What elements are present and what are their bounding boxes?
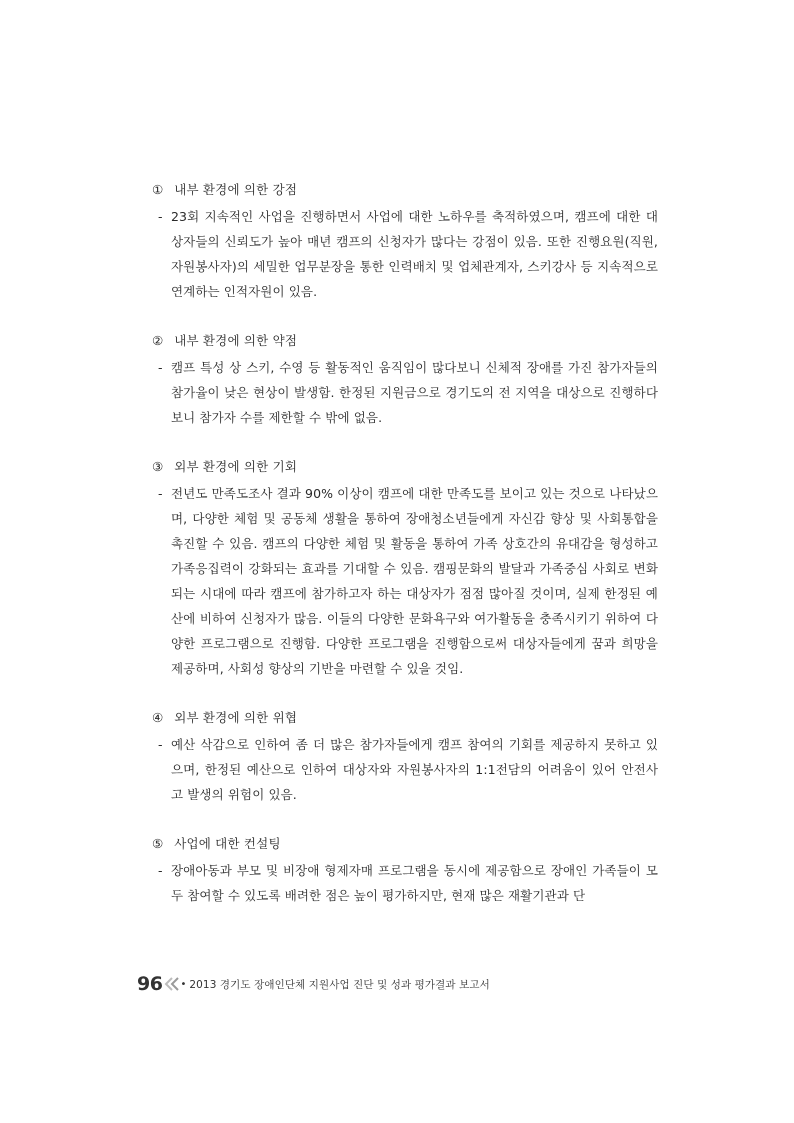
section-title: 외부 환경에 의한 기회 xyxy=(174,459,298,474)
dash-marker: - xyxy=(158,863,163,878)
paragraph-text: 전년도 만족도조사 결과 90% 이상이 캠프에 대한 만족도를 보이고 있는 것으로 나타났으며, 다양한 체험 및 공동체 생활을 통하여 장애청소년들에게 자신감 향상 및 사회통합을 촉진할 수 있음. 캠프의 다양한 체험 및 활동을 통하여 가족 상호간의 유대감을 형성하고 가족응집력이 강화되는 효과를 기대할 수 있음. 캠핑문화의 발달과 가족중심 사회로 변화되는 시대에 따라 캠프에 참가하고자 하는 대상자가 점점 많아질 것이며, 실제 한정된 예산에 비하여 신청자가 많음. 이들의 다양한 문화욕구와 여가활동을 충족시키기 위하여 다양한 프로그램으로 진행함. 다양한 프로그램을 진행함으로써 대상자들에게 꿈과 희망을 제공하며, 사회성 향상의 기반을 마련할 수 있을 것임. xyxy=(171,486,658,676)
double-chevron-left-icon xyxy=(164,976,180,992)
paragraph-text: 예산 삭감으로 인하여 좀 더 많은 참가자들에게 캠프 참여의 기회를 제공하지 못하고 있으며, 한정된 예산으로 인하여 대상자와 자원봉사자의 1:1전담의 어려움이 있어 안전사고 발생의 위험이 있음. xyxy=(171,737,658,802)
dash-marker: - xyxy=(158,209,163,224)
paragraph-text: 장애아동과 부모 및 비장애 형제자매 프로그램을 동시에 제공함으로 장애인 가족들이 모두 참여할 수 있도록 배려한 점은 높이 평가하지만, 현재 많은 재활기관과 단 xyxy=(171,863,658,903)
footer-bullet: • xyxy=(180,978,187,990)
section-title: 내부 환경에 의한 강점 xyxy=(174,182,298,197)
section-number: ④ xyxy=(152,710,164,725)
section-consulting xyxy=(148,834,658,908)
dash-marker: - xyxy=(158,486,163,501)
section-paragraph xyxy=(148,858,658,908)
section-number: ① xyxy=(152,182,164,197)
section-number: ③ xyxy=(152,459,164,474)
dash-marker: - xyxy=(158,737,163,752)
footer-title: 2013 경기도 장애인단체 지원사업 진단 및 성과 평가결과 보고서 xyxy=(189,978,490,991)
section-internal-weakness xyxy=(148,331,658,430)
section-external-opportunity xyxy=(148,457,658,681)
section-heading xyxy=(152,331,658,351)
page-footer xyxy=(137,971,490,997)
section-heading xyxy=(152,708,658,728)
section-title: 외부 환경에 의한 위협 xyxy=(174,710,298,725)
section-title: 사업에 대한 컨설팅 xyxy=(174,836,281,851)
section-paragraph xyxy=(148,732,658,807)
section-title: 내부 환경에 의한 약점 xyxy=(174,333,298,348)
paragraph-text: 캠프 특성 상 스키, 수영 등 활동적인 움직임이 많다보니 신체적 장애를 가진 참가자들의 참가율이 낮은 현상이 발생함. 한정된 지원금으로 경기도의 전 지역을 대상으로 진행하다보니 참가자 수를 제한할 수 밖에 없음. xyxy=(171,360,658,425)
section-heading xyxy=(152,180,658,200)
section-paragraph xyxy=(148,204,658,304)
section-heading xyxy=(152,457,658,477)
section-heading xyxy=(152,834,658,854)
section-number: ② xyxy=(152,333,164,348)
section-external-threat xyxy=(148,708,658,807)
section-number: ⑤ xyxy=(152,836,164,851)
section-paragraph xyxy=(148,481,658,681)
paragraph-text: 23회 지속적인 사업을 진행하면서 사업에 대한 노하우를 축적하였으며, 캠프에 대한 대상자들의 신뢰도가 높아 매년 캠프의 신청자가 많다는 강점이 있음. 또한 진행요원(직원, 자원봉사자)의 세밀한 업무분장을 통한 인력배치 및 업체관계자, 스키강사 등 지속적으로 연계하는 인적자원이 있음. xyxy=(171,209,658,299)
document-body xyxy=(148,180,658,935)
page-number: 96 xyxy=(137,973,163,995)
section-paragraph xyxy=(148,355,658,430)
dash-marker: - xyxy=(158,360,163,375)
section-internal-strength xyxy=(148,180,658,304)
